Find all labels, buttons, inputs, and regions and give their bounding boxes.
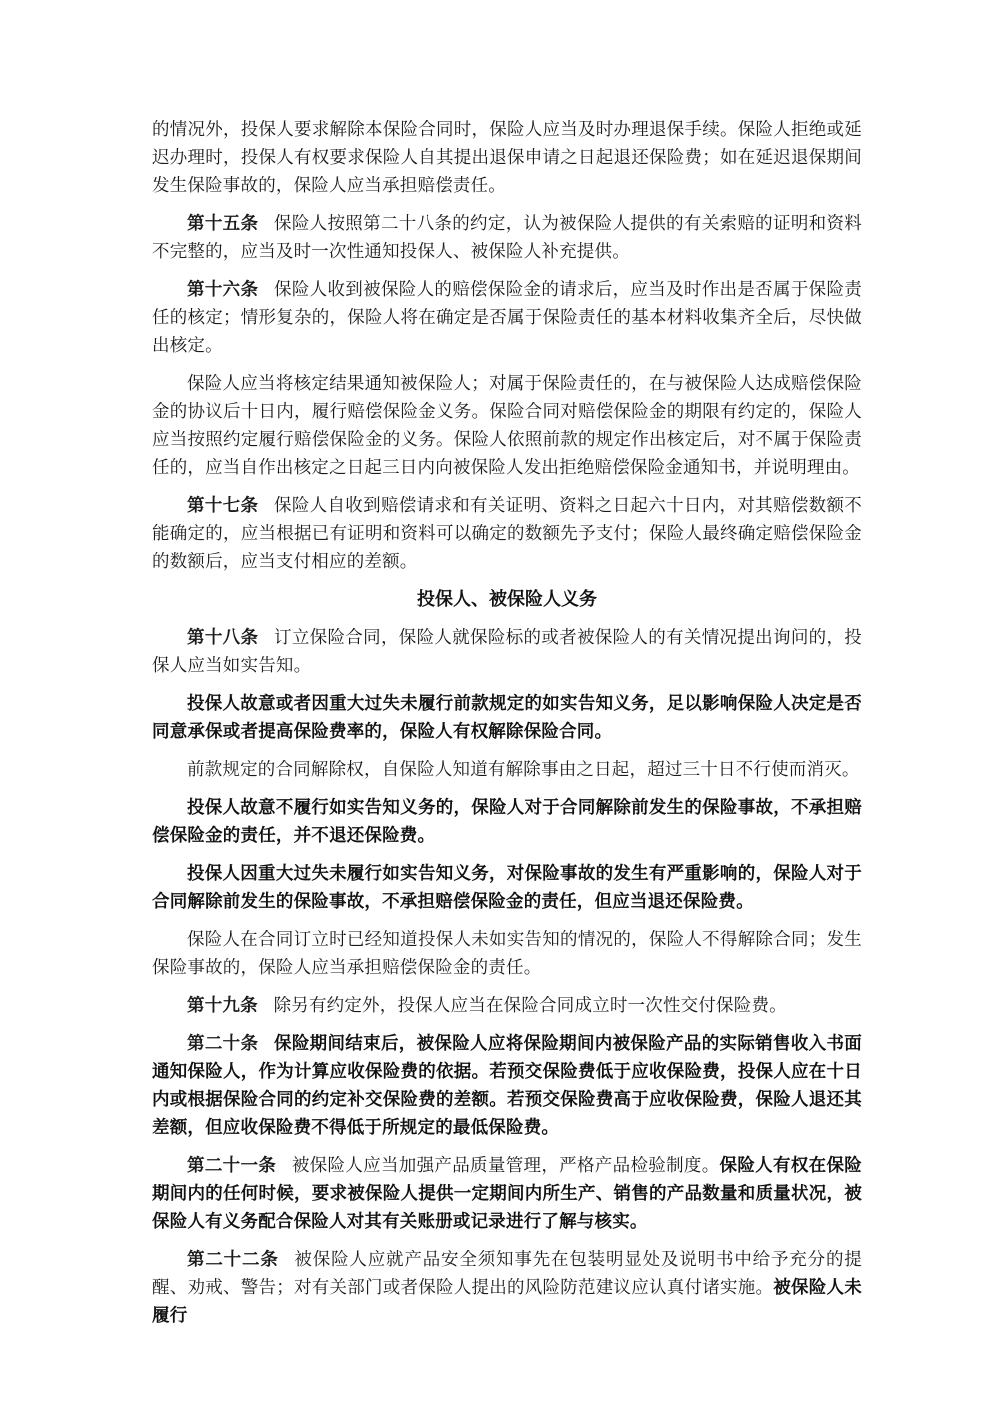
paragraph-11 bbox=[152, 925, 862, 981]
text-run: 保险人自收到赔偿请求和有关证明、资料之日起六十日内，对其赔偿数额不能确定的，应当根据已有证明和资料可以确定的数额先予支付；保险人最终确定赔偿保险金的数额后，应当支付相应的差额。 bbox=[152, 495, 862, 571]
text-run: 保险人按照第二十八条的约定，认为被保险人提供的有关索赔的证明和资料不完整的，应当及时一次性通知投保人、被保险人补充提供。 bbox=[152, 213, 862, 261]
paragraph-0 bbox=[152, 115, 862, 199]
text-run: 的情况外，投保人要求解除本保险合同时，保险人应当及时办理退保手续。保险人拒绝或延迟办理时，投保人有权要求保险人自其提出退保申请之日起退还保险费；如在延迟退保期间发生保险事故的，保险人应当承担赔偿责任。 bbox=[152, 119, 862, 195]
article-number: 第十六条 bbox=[187, 279, 259, 299]
section-heading bbox=[152, 585, 862, 613]
article-number: 第十七条 bbox=[187, 495, 259, 515]
paragraph-9 bbox=[152, 793, 862, 849]
paragraph-3 bbox=[152, 369, 862, 481]
paragraph-12 bbox=[152, 991, 862, 1019]
text-run: 投保人故意不履行如实告知义务的，保险人对于合同解除前发生的保险事故，不承担赔偿保险金的责任，并不退还保险费。 bbox=[152, 797, 862, 845]
paragraph-2 bbox=[152, 275, 862, 359]
paragraph-10 bbox=[152, 859, 862, 915]
text-run: 除另有约定外，投保人应当在保险合同成立时一次性交付保险费。 bbox=[273, 995, 787, 1015]
paragraph-7 bbox=[152, 689, 862, 745]
text-run: 被保险人应当加强产品质量管理，严格产品检验制度。 bbox=[291, 1155, 720, 1175]
article-number: 第二十二条 bbox=[187, 1249, 279, 1269]
paragraph-13 bbox=[152, 1029, 862, 1141]
text-run: 前款规定的合同解除权，自保险人知道有解除事由之日起，超过三十日不行使而消灭。 bbox=[187, 759, 860, 779]
paragraph-1 bbox=[152, 209, 862, 265]
paragraph-8 bbox=[152, 755, 862, 783]
article-number: 第二十一条 bbox=[187, 1155, 277, 1175]
paragraph-6 bbox=[152, 623, 862, 679]
text-run: 保险人在合同订立时已经知道投保人未如实告知的情况的，保险人不得解除合同；发生保险事故的，保险人应当承担赔偿保险金的责任。 bbox=[152, 929, 862, 977]
text-run: 投保人故意或者因重大过失未履行前款规定的如实告知义务，足以影响保险人决定是否同意承保或者提高保险费率的，保险人有权解除保险合同。 bbox=[152, 693, 862, 741]
article-number: 第十九条 bbox=[187, 995, 258, 1015]
text-run: 保险期间结束后，被保险人应将保险期间内被保险产品的实际销售收入书面通知保险人，作为计算应收保险费的依据。若预交保险费低于应收保险费，投保人应在十日内或根据保险合同的约定补交保险费的差额。若预交保险费高于应收保险费，保险人退还其差额，但应收保险费不得低于所规定的最低保险费。 bbox=[152, 1033, 862, 1137]
article-number: 第十五条 bbox=[187, 213, 259, 233]
text-run: 被保险人应就产品安全须知事先在包装明显处及说明书中给予充分的提醒、劝戒、警告；对有关部门或者保险人提出的风险防范建议应认真付诸实施。 bbox=[152, 1249, 863, 1297]
paragraph-4 bbox=[152, 491, 862, 575]
paragraph-14 bbox=[152, 1151, 862, 1235]
document-body bbox=[152, 115, 862, 1329]
paragraph-15 bbox=[152, 1245, 862, 1329]
text-run: 保险人应当将核定结果通知被保险人；对属于保险责任的，在与被保险人达成赔偿保险金的协议后十日内，履行赔偿保险金义务。保险合同对赔偿保险金的期限有约定的，保险人应当按照约定履行赔偿保险金的义务。保险人依照前款的规定作出核定后，对不属于保险责任的，应当自作出核定之日起三日内向被保险人发出拒绝赔偿保险金通知书，并说明理由。 bbox=[152, 373, 862, 477]
text-run: 被保险人未履行 bbox=[152, 1277, 863, 1325]
article-number: 第十八条 bbox=[187, 627, 259, 647]
text-run: 订立保险合同，保险人就保险标的或者被保险人的有关情况提出询问的，投保人应当如实告知。 bbox=[152, 627, 862, 675]
text-run: 保险人收到被保险人的赔偿保险金的请求后，应当及时作出是否属于保险责任的核定；情形复杂的，保险人将在确定是否属于保险责任的基本材料收集齐全后，尽快做出核定。 bbox=[152, 279, 862, 355]
text-run: 保险人有权在保险期间内的任何时候，要求被保险人提供一定期间内所生产、销售的产品数量和质量状况，被保险人有义务配合保险人对其有关账册或记录进行了解与核实。 bbox=[152, 1155, 862, 1231]
text-run: 投保人、被保险人义务 bbox=[417, 589, 597, 609]
article-number: 第二十条 bbox=[187, 1033, 259, 1053]
text-run: 投保人因重大过失未履行如实告知义务，对保险事故的发生有严重影响的，保险人对于合同解除前发生的保险事故，不承担赔偿保险金的责任，但应当退还保险费。 bbox=[152, 863, 862, 911]
